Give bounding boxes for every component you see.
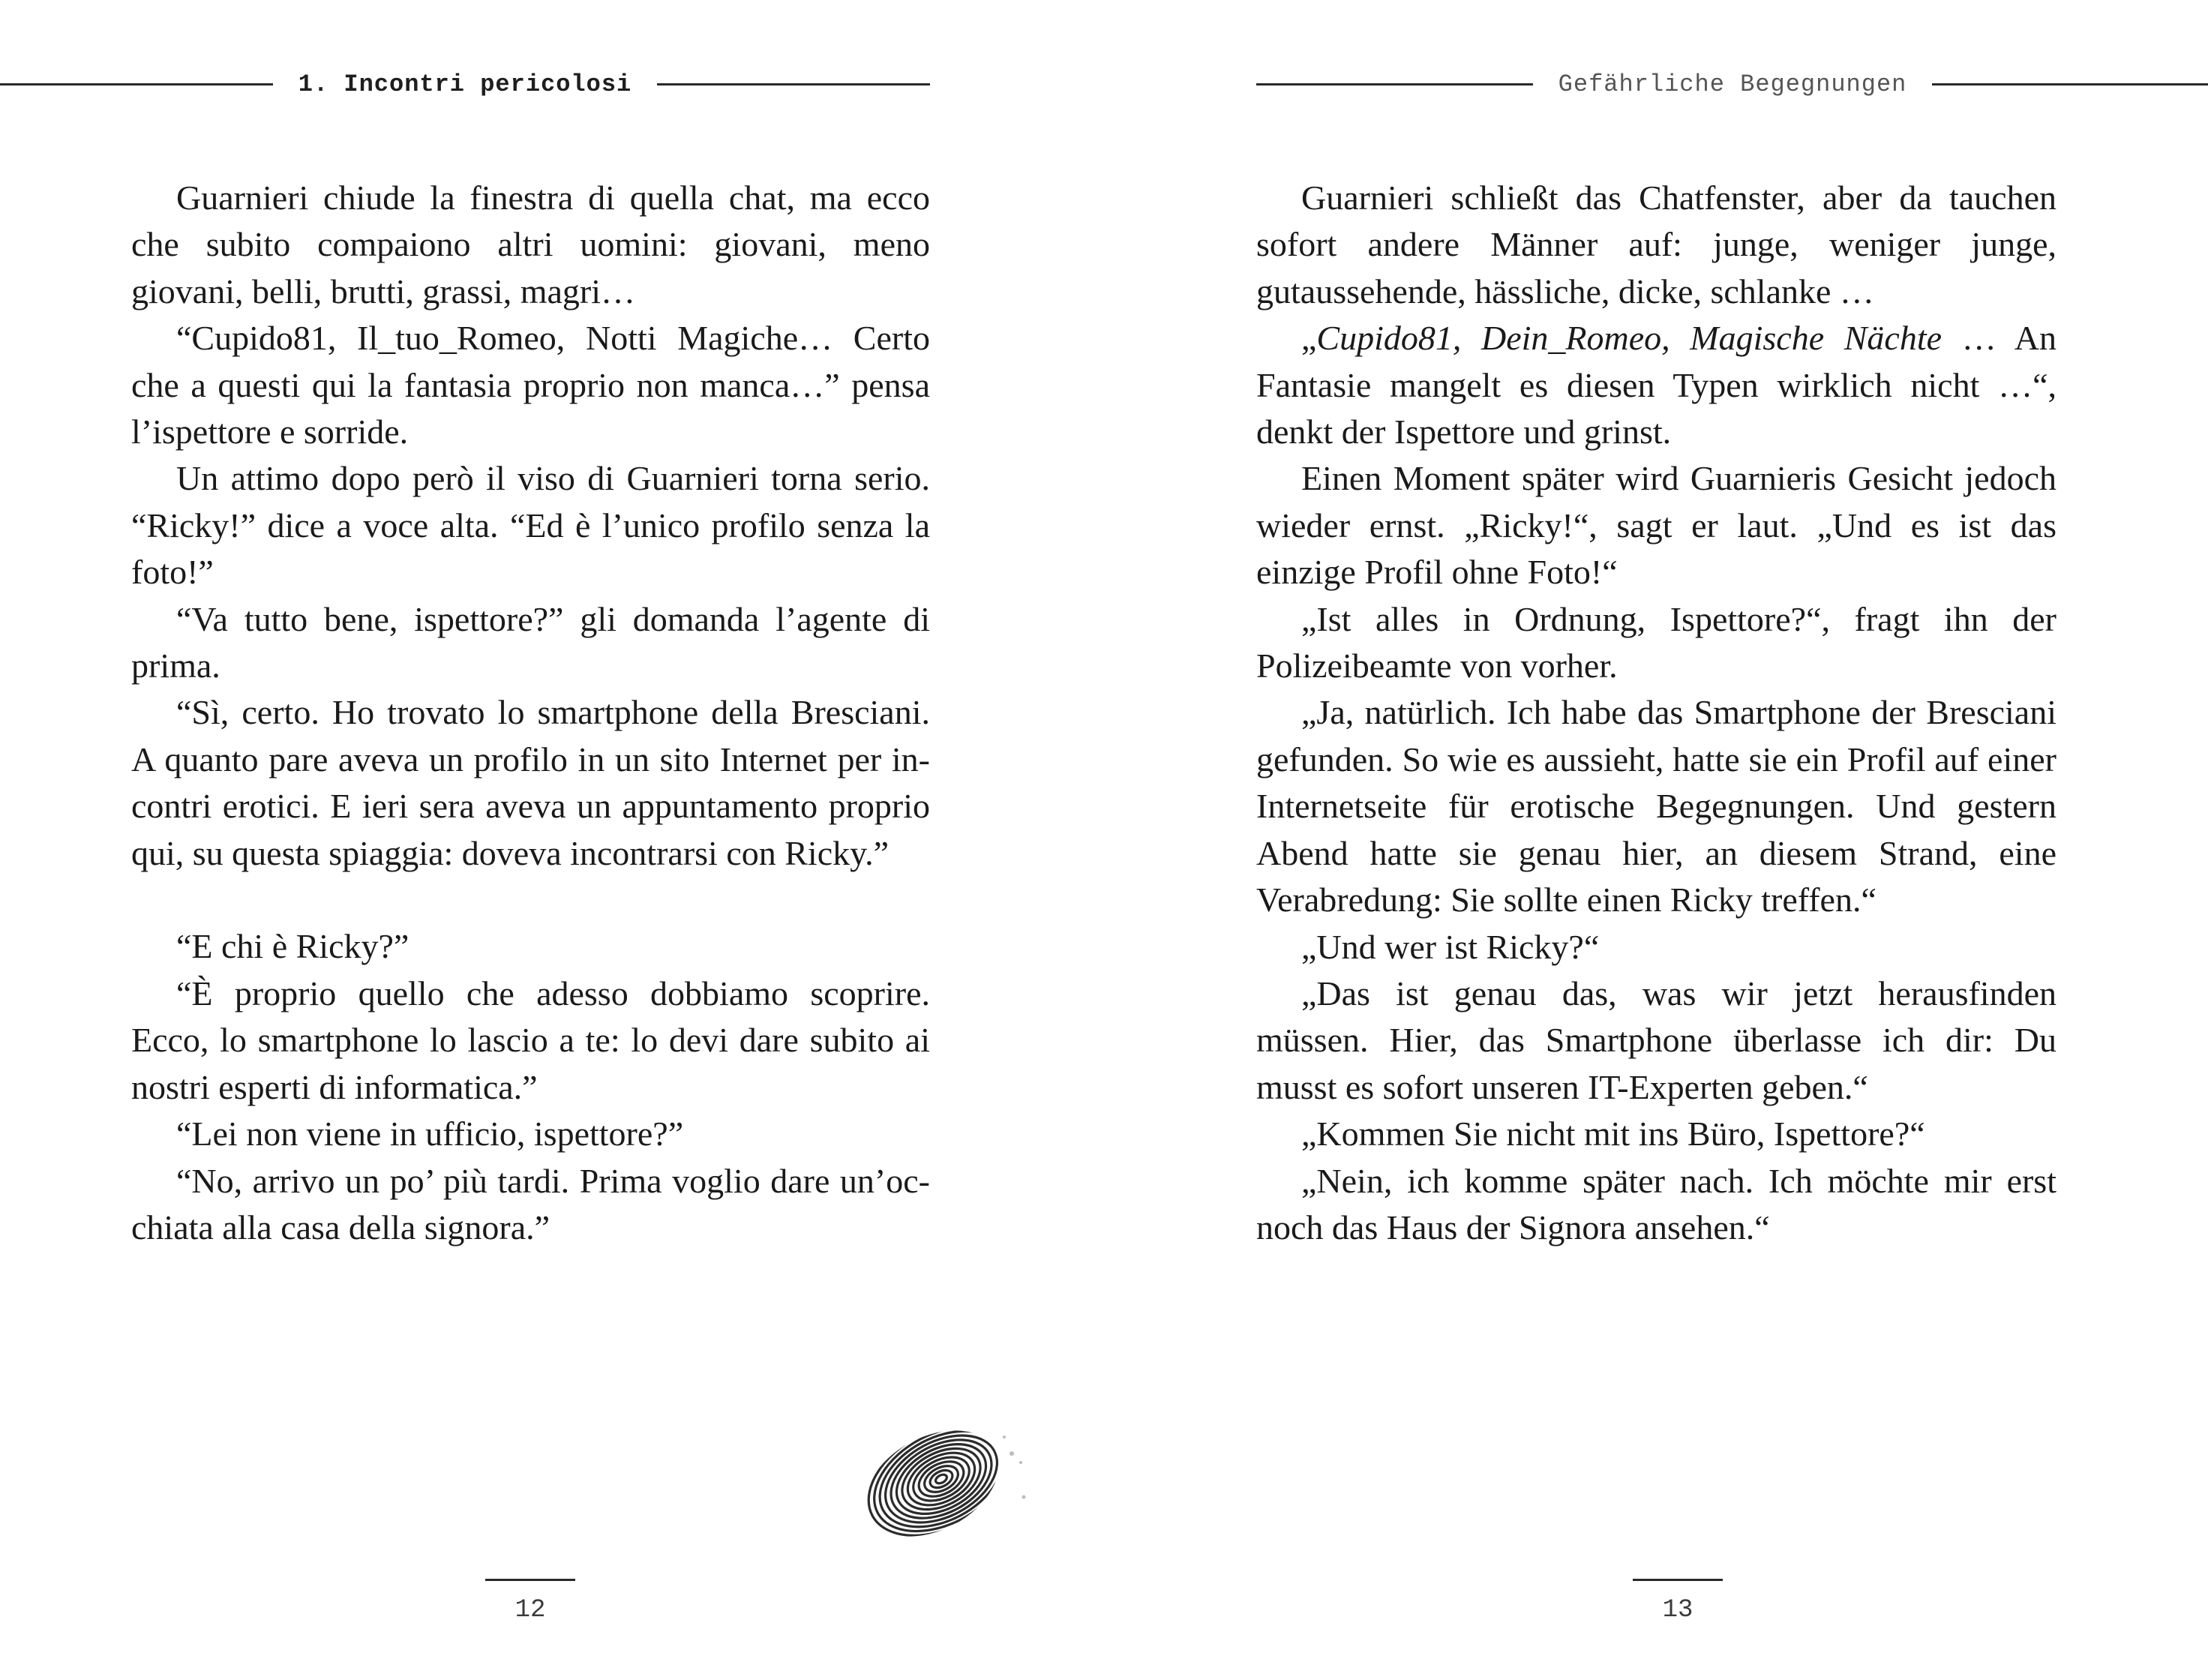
paragraph: Einen Moment später wird Guarnieris Gesicht jedoch wieder ernst. „Ricky!“, sagt er laut. „Und es ist das einzige Profil ohne Foto!“: [1256, 459, 2056, 592]
page-number: 12: [514, 1596, 546, 1624]
paragraph: „Nein, ich komme später nach. Ich möchte mir erst noch das Haus der Signora ansehen.“: [1256, 1161, 2056, 1246]
paragraph: „Kommen Sie nicht mit ins Büro, Ispettore?“: [1301, 1114, 1925, 1154]
header-rule-left: [0, 83, 273, 86]
paragraph: Un attimo dopo però il viso di Guarnieri torna serio. “Ricky!” dice a voce alta. “Ed è l’unico profilo senza la foto!”: [131, 459, 930, 592]
running-head-right: [1256, 66, 2208, 102]
paragraph: „Ja, natürlich. Ich habe das Smartphone der Bresciani gefunden. So wie es aussieht, hatte sie ein Profil auf einer Internetseite für erotische Begegnungen. Und gestern Abend hatte sie genau hier, an diesem Strand, eine Verabredung: Sie sollte einen Ricky treffen.“: [1256, 693, 2056, 920]
page-number: 13: [1662, 1596, 1694, 1624]
header-rule-left: [1256, 83, 1533, 86]
paragraph: “Cupido81, Il_tuo_Romeo, Notti Magiche… Certo che a questi qui la fantasia proprio non manca…” pensa l’ispettore e sorride.: [131, 319, 930, 452]
paragraph: „Ist alles in Ordnung, Ispettore?“, fragt ihn der Polizeibeamte von vorher.: [1256, 599, 2056, 686]
italian-text: [131, 175, 930, 1251]
running-head-left: [0, 66, 930, 102]
chapter-title: 1. Incontri pericolosi: [298, 70, 632, 98]
paragraph: Guarnieri schließt das Chatfenster, aber da tauchen sofort andere Männer auf: junge, weniger junge, gutaussehende, hässliche, dicke, schlanke …: [1256, 178, 2056, 310]
paragraph: Guarnieri chiude la finestra di quella chat, ma ecco che subito compaiono altri uomini: giovani, meno giovani, belli, brutti, grassi, magri…: [131, 178, 930, 310]
paragraph: “E chi è Ricky?”: [176, 927, 410, 966]
paragraph: [1256, 315, 2056, 455]
paragraph: “È proprio quello che adesso dobbiamo scoprire. Ecco, lo smartphone lo lascio a te: lo devi dare subito ai nostri esperti di informatica.”: [131, 974, 930, 1106]
quote-open: „: [1301, 319, 1317, 358]
paragraph: “Lei non viene in ufficio, ispettore?”: [176, 1114, 684, 1154]
header-rule-right: [1932, 83, 2208, 86]
paragraph: „Und wer ist Ricky?“: [1301, 927, 1600, 966]
page-number-rule: [1633, 1579, 1723, 1581]
paragraph-rest: … An Fantasie mangelt es diesen Typen wirklich nicht …“, denkt der Ispettore und grinst.: [1256, 319, 2057, 452]
paragraph: “Sì, certo. Ho trovato lo smartphone della Bresciani. A quanto pare aveva un profilo in un sito Internet per incontri erotici. E ieri sera aveva un appuntamento proprio qui, su questa spiaggia: doveva incontrarsi con Ricky.”: [131, 693, 930, 872]
header-rule-right: [657, 83, 930, 86]
german-text: [1256, 175, 2056, 1251]
page-number-rule: [485, 1579, 575, 1581]
right-page: [1104, 0, 2208, 1680]
fingerprint-icon: [844, 1410, 1039, 1545]
chapter-title-translation: Gefährliche Begegnungen: [1558, 70, 1907, 98]
paragraph: “No, arrivo un po’ più tardi. Prima voglio dare un’occhiata alla casa della signora.”: [131, 1161, 930, 1246]
paragraph: „Das ist genau das, was wir jetzt herausfinden müssen. Hier, das Smartphone überlasse ich dir: Du musst es sofort unseren IT-Experten geben.“: [1256, 974, 2056, 1106]
italic-usernames: Cupido81, Dein_Romeo, Magische Nächte: [1316, 319, 1942, 358]
paragraph: “Va tutto bene, ispettore?” gli domanda l’agente di prima.: [131, 599, 930, 686]
